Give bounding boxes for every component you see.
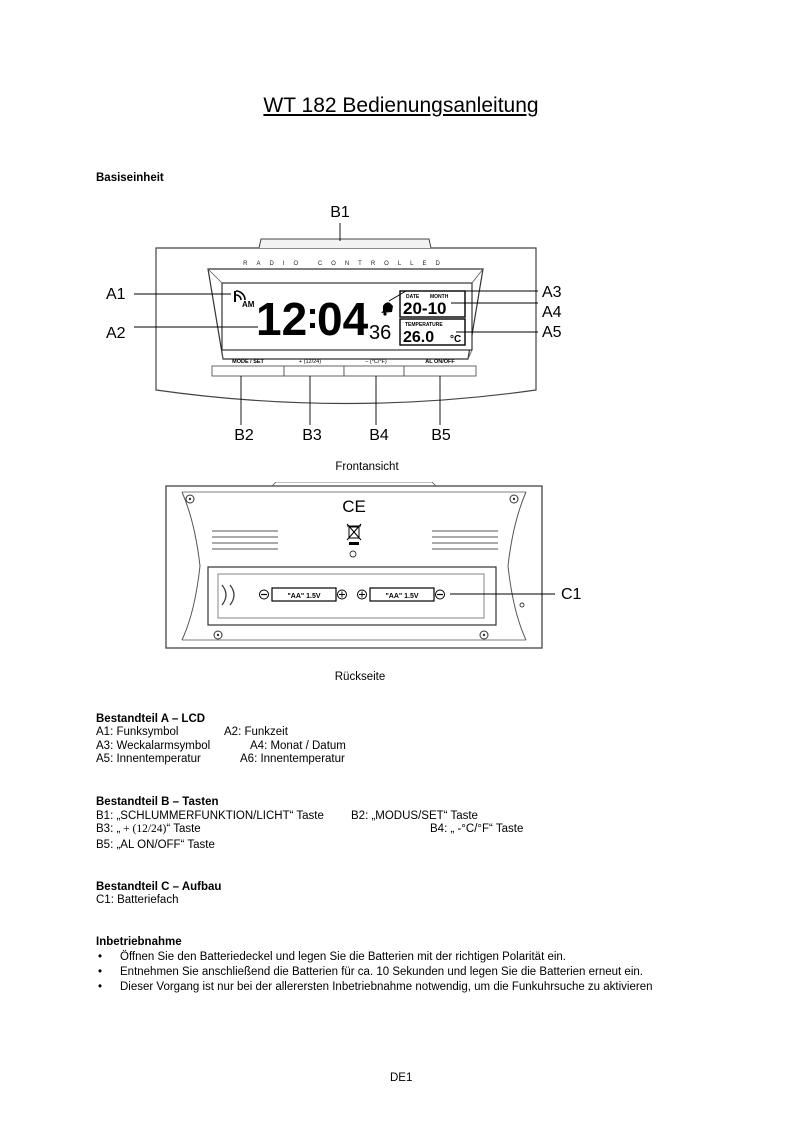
- part-b-b3-suffix: “ Taste: [166, 823, 201, 835]
- button-b5: [404, 366, 476, 376]
- callout-a5: A5: [542, 324, 562, 341]
- snooze-button-top: [259, 239, 431, 248]
- am-indicator: AM: [242, 300, 255, 309]
- part-b-b1: B1: „SCHLUMMERFUNKTION/LICHT“ Taste: [96, 810, 324, 822]
- front-view-diagram: [96, 195, 716, 445]
- setup-bullet-list: [96, 950, 653, 995]
- seconds-display: 36: [369, 322, 392, 344]
- callout-a1: A1: [106, 286, 126, 303]
- part-a-a1: A1: Funksymbol: [96, 726, 179, 738]
- callout-a2: A2: [106, 325, 126, 342]
- part-b-b4: B4: „ -°C/°F“ Taste: [430, 823, 524, 835]
- battery-1-label: "AA" 1.5V: [287, 593, 321, 600]
- time-hours: 12: [256, 293, 308, 345]
- setup-bullet-1: • Öffnen Sie den Batteriedeckel und legen Sie die Batterien mit der richtigen Polarität ein.: [96, 950, 653, 965]
- temperature-unit: °C: [450, 334, 462, 345]
- callout-b3: B3: [302, 427, 322, 444]
- button-label-minus: – (°C/°F): [365, 359, 387, 365]
- part-a-a2: A2: Funkzeit: [224, 726, 288, 738]
- callout-a3: A3: [542, 284, 562, 301]
- brand-strip: RADIO CONTROLLED: [243, 261, 449, 267]
- part-c-c1: C1: Batteriefach: [96, 894, 179, 906]
- temperature-label: TEMPERATURE: [405, 322, 443, 328]
- section-heading-base: Basiseinheit: [96, 172, 164, 184]
- part-b-heading: Bestandteil B – Tasten: [96, 796, 219, 808]
- setup-heading: Inbetriebnahme: [96, 936, 182, 948]
- callout-b1: B1: [330, 204, 350, 221]
- part-a-a6: A6: Innentemperatur: [240, 753, 345, 765]
- battery-compartment: [208, 567, 496, 625]
- part-b-b5: B5: „AL ON/OFF“ Taste: [96, 839, 215, 851]
- button-b2: [212, 366, 284, 376]
- time-colon-top: [310, 309, 315, 314]
- date-value: 20-10: [403, 299, 447, 318]
- page-title: WT 182 Bedienungsanleitung: [263, 94, 539, 117]
- setup-bullet-3: • Dieser Vorgang ist nur bei der allerersten Inbetriebnahme notwendig, um die Funkuhrsuche zu aktivieren: [96, 980, 653, 995]
- setup-bullet-2: • Entnehmen Sie anschließend die Batterien für ca. 10 Sekunden und legen Sie die Batterien erneut ein.: [96, 965, 653, 980]
- ce-mark: CE: [342, 497, 366, 516]
- part-b-b2: B2: „MODUS/SET“ Taste: [351, 810, 478, 822]
- part-a-a5: A5: Innentemperatur: [96, 753, 201, 765]
- button-label-al-onoff: AL ON/OFF: [425, 359, 455, 365]
- caption-front: Frontansicht: [335, 461, 399, 473]
- callout-b4: B4: [369, 427, 389, 444]
- callout-c1: C1: [561, 586, 582, 603]
- time-minutes: 04: [317, 293, 369, 345]
- button-b3: [284, 366, 344, 376]
- part-a-a3: A3: Weckalarmsymbol: [96, 740, 211, 752]
- callout-b5: B5: [431, 427, 451, 444]
- part-b-b3-mid: + (12/24): [120, 823, 167, 835]
- button-b4: [344, 366, 404, 376]
- button-label-plus: + (12/24): [298, 359, 322, 365]
- temperature-value: 26.0: [403, 329, 435, 346]
- button-label-mode-set: MODE / SET: [232, 359, 264, 365]
- caption-back: Rückseite: [334, 671, 386, 683]
- part-c-heading: Bestandteil C – Aufbau: [96, 881, 222, 893]
- part-a-heading: Bestandteil A – LCD: [96, 713, 206, 725]
- part-b-b3: [96, 823, 201, 835]
- part-a-a4: A4: Monat / Datum: [250, 740, 346, 752]
- time-colon-bottom: [310, 323, 315, 328]
- month-label: MONTH: [430, 294, 449, 300]
- date-label: DATE: [406, 294, 420, 300]
- part-b-b3-prefix: B3: „: [96, 823, 121, 835]
- back-view-diagram: [160, 482, 600, 654]
- callout-a4: A4: [542, 304, 562, 321]
- page-number: DE1: [390, 1072, 413, 1084]
- battery-2-label: "AA" 1.5V: [385, 593, 419, 600]
- callout-b2: B2: [234, 427, 254, 444]
